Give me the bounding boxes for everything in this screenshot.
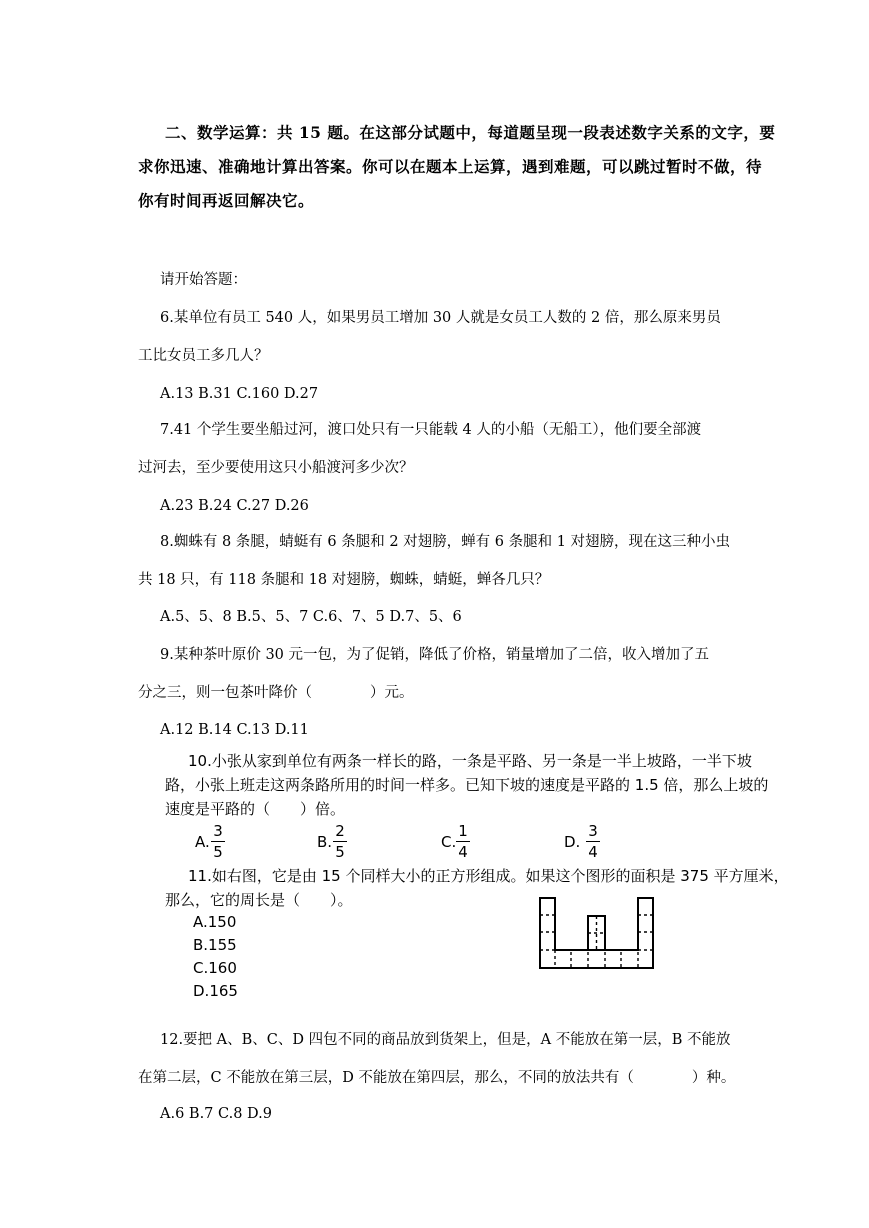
q10-option-a-label: A. xyxy=(195,833,210,851)
q11-line-2: 那么，它的周长是（ ）。 xyxy=(165,891,353,909)
q8-line-1: 8.蜘蛛有 8 条腿，蜻蜓有 6 条腿和 2 对翅膀，蝉有 6 条腿和 1 对翅膀，现在这三种小虫 xyxy=(160,534,731,550)
q10-option-b-fraction xyxy=(333,822,347,861)
q7-options: A.23 B.24 C.27 D.26 xyxy=(160,498,309,514)
q8-options: A.5、5、8 B.5、5、7 C.6、7、5 D.7、5、6 xyxy=(160,609,462,625)
q6-line-2: 工比女员工多几人？ xyxy=(138,348,269,364)
q11-option-c: C.160 xyxy=(193,959,237,977)
q7-line-1: 7.41 个学生要坐船过河，渡口处只有一只能载 4 人的小船（无船工），他们要全部渡 xyxy=(160,422,702,438)
q10-option-d-fraction xyxy=(586,822,600,861)
q12-line-1: 12.要把 A、B、C、D 四包不同的商品放到货架上，但是，A 不能放在第一层，B 不能放 xyxy=(160,1032,731,1048)
q10-option-b-numerator: 2 xyxy=(335,822,345,840)
q10-line-1: 10.小张从家到单位有两条一样长的路，一条是平路、另一条是一半上坡路，一半下坡 xyxy=(188,752,752,770)
q7-line-2: 过河去，至少要使用这只小船渡河多少次？ xyxy=(138,460,414,476)
intro-line-2: 求你迅速、准确地计算出答案。你可以在题本上运算，遇到难题，可以跳过暂时不做，待 xyxy=(138,157,763,176)
q10-line-2: 路，小张上班走这两条路所用的时间一样多。已知下坡的速度是平路的 1.5 倍，那么上坡的 xyxy=(165,776,769,794)
start-prompt: 请开始答题： xyxy=(160,272,247,288)
intro-line-1: 二、数学运算：共 15 题。在这部分试题中，每道题呈现一段表述数字关系的文字，要 xyxy=(165,123,776,142)
q10-line-3: 速度是平路的（ ）倍。 xyxy=(165,800,346,818)
q9-line-2: 分之三，则一包茶叶降价（ ）元。 xyxy=(138,685,414,701)
q10-option-b-denominator: 5 xyxy=(335,843,345,861)
square-figure xyxy=(538,896,658,972)
q10-option-d-label: D. xyxy=(564,833,581,851)
q9-line-1: 9.某种茶叶原价 30 元一包，为了促销，降低了价格，销量增加了二倍，收入增加了五 xyxy=(160,647,710,663)
q10-option-d-denominator: 4 xyxy=(588,843,598,861)
intro-line-3: 你有时间再返回解决它。 xyxy=(138,191,315,210)
q10-option-c-label: C. xyxy=(441,833,457,851)
q10-option-d-numerator: 3 xyxy=(588,822,598,840)
q10-option-c-fraction xyxy=(456,822,470,861)
q8-line-2: 共 18 只，有 118 条腿和 18 对翅膀，蜘蛛，蜻蜓，蝉各几只？ xyxy=(138,572,550,588)
q10-option-a-denominator: 5 xyxy=(213,843,223,861)
q10-option-b-label: B. xyxy=(317,833,333,851)
q11-option-d: D.165 xyxy=(193,982,238,1000)
q12-line-2: 在第二层，C 不能放在第三层，D 不能放在第四层，那么，不同的放法共有（ ）种。 xyxy=(138,1070,736,1086)
q10-option-a-numerator: 3 xyxy=(213,822,223,840)
q11-option-a: A.150 xyxy=(193,913,237,931)
q11-option-b: B.155 xyxy=(193,936,237,954)
q9-options: A.12 B.14 C.13 D.11 xyxy=(160,722,309,738)
q10-option-c-numerator: 1 xyxy=(458,822,468,840)
q10-option-a-fraction xyxy=(211,822,225,861)
q11-line-1: 11.如右图，它是由 15 个同样大小的正方形组成。如果这个图形的面积是 375 平方厘米， xyxy=(188,867,789,885)
q12-options: A.6 B.7 C.8 D.9 xyxy=(160,1106,272,1122)
q10-option-c-denominator: 4 xyxy=(458,843,468,861)
q6-line-1: 6.某单位有员工 540 人，如果男员工增加 30 人就是女员工人数的 2 倍，那么原来男员 xyxy=(160,310,721,326)
q6-options: A.13 B.31 C.160 D.27 xyxy=(160,386,319,402)
